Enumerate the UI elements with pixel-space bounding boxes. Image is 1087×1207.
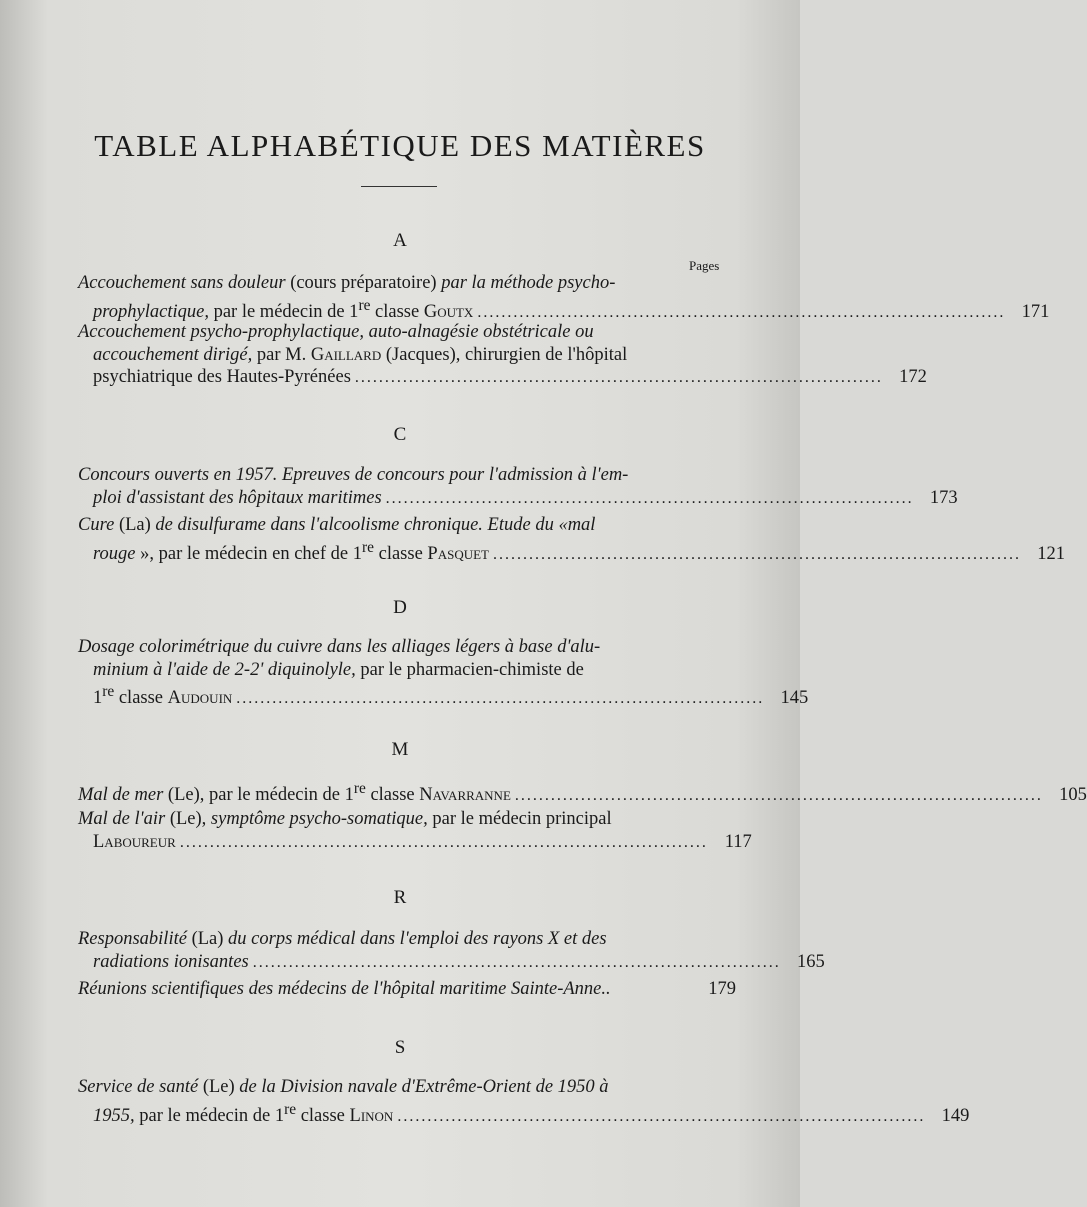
page-number: 105	[1059, 785, 1087, 806]
entry-title: Mal de mer	[78, 785, 164, 806]
index-entry-mal-de-mer: Mal de mer (Le), par le médecin de 1re classe Navarranne ........................................................................................ 105	[78, 778, 736, 801]
leader-dots: ........................................................................................	[493, 545, 1021, 563]
entry-title: Accouchement psycho-prophylactique, auto-alnagésie obstétricale ou	[78, 322, 594, 342]
entry-title: Dosage colorimétrique du cuivre dans les alliages légers à base d'alu-	[78, 637, 601, 657]
leader-dots: ........................................................................................	[236, 690, 765, 708]
page-number: 121	[1037, 543, 1065, 564]
entry-title: Cure	[78, 515, 115, 535]
section-letter-a: A	[393, 230, 407, 251]
author-name: Goutx	[423, 301, 474, 322]
leader-dots: ........................................................................................	[477, 303, 1006, 321]
page-number: 117	[724, 831, 752, 852]
leader-dots: ........................................................................................	[514, 787, 1043, 805]
section-letter-s: S	[394, 1037, 406, 1058]
leader-dots: ........................................................................................	[179, 833, 708, 851]
page-number: 149	[941, 1105, 970, 1126]
leader-dots: ........................................................................................	[397, 1107, 926, 1125]
title-divider	[361, 186, 437, 187]
index-entry-reunions-scientifiques	[78, 978, 736, 1001]
section-letter-m: M	[391, 739, 409, 760]
section-letter-c: C	[393, 424, 407, 445]
index-entry-dosage-colorimetrique: Dosage colorimétrique du cuivre dans les alliages légers à base d'alu- minium à l'aide de 2-2' diquinolyle, par le pharmacien-chimiste de 1re classe Audouin ........................................................................................ 145	[78, 636, 736, 704]
section-letter-r: R	[393, 887, 407, 908]
entry-title: Responsabilité	[78, 929, 187, 949]
author-name: Navarranne	[419, 785, 511, 806]
index-entry-cure-disulfurame: Cure (La) de disulfurame dans l'alcoolisme chronique. Etude du «mal rouge », par le médecin en chef de 1re classe Pasquet ........................................................................................ 121	[78, 514, 736, 559]
pages-column-label: Pages	[689, 258, 720, 273]
author-name: Laboureur	[93, 831, 176, 852]
entry-title: Accouchement sans douleur	[78, 273, 286, 293]
index-entry-service-de-sante: Service de santé (Le) de la Division navale d'Extrême-Orient de 1950 à 1955, par le médecin de 1re classe Linon ........................................................................................ 149	[78, 1076, 736, 1121]
page-number: 173	[929, 487, 958, 508]
index-entry-accouchement-sans-douleur: Accouchement sans douleur (cours préparatoire) par la méthode psycho- prophylactique, par le médecin de 1re classe Goutx ........................................................................................ 171	[78, 272, 736, 317]
page-number: 171	[1021, 301, 1050, 322]
author-name: Gaillard	[310, 344, 382, 365]
page-title: TABLE ALPHABÉTIQUE DES MATIÈRES	[94, 128, 706, 163]
index-entry-accouchement-psycho-prophylactique: Accouchement psycho-prophylactique, auto-alnagésie obstétricale ou accouchement dirigé, par M. Gaillard (Jacques), chirurgien de l'hôpital psychiatrique des Hautes-Pyrénées ........................................................................................ 172	[78, 321, 736, 389]
leader-dots: ........................................................................................	[354, 369, 883, 386]
section-letter-d: D	[393, 597, 407, 618]
entry-title: Réunions scientifiques des médecins de l'hôpital maritime Sainte-Anne..	[78, 979, 611, 999]
page-number: 179	[708, 979, 736, 999]
leader-dots: ........................................................................................	[252, 953, 781, 971]
entry-title: Concours ouverts en 1957. Epreuves de concours pour l'admission à l'em-	[78, 465, 629, 485]
entry-title: Mal de l'air	[78, 809, 166, 829]
page-number: 165	[796, 951, 825, 972]
index-entry-concours-ouverts: Concours ouverts en 1957. Epreuves de concours pour l'admission à l'em- ploi d'assistant des hôpitaux maritimes ........................................................................................ 173	[78, 464, 736, 509]
leader-dots: ........................................................................................	[385, 489, 914, 507]
index-entry-mal-de-lair: Mal de l'air (Le), symptôme psycho-somatique, par le médecin principal Laboureur ........................................................................................ 117	[78, 808, 736, 853]
author-name: Audouin	[167, 688, 233, 709]
page-number: 145	[780, 688, 809, 709]
author-name: Pasquet	[427, 543, 489, 564]
author-name: Linon	[349, 1105, 394, 1126]
index-entry-responsabilite: Responsabilité (La) du corps médical dans l'emploi des rayons X et des radiations ionisantes ........................................................................................ 165	[78, 928, 736, 973]
entry-title: Service de santé	[78, 1077, 199, 1097]
page-number: 172	[899, 367, 927, 387]
